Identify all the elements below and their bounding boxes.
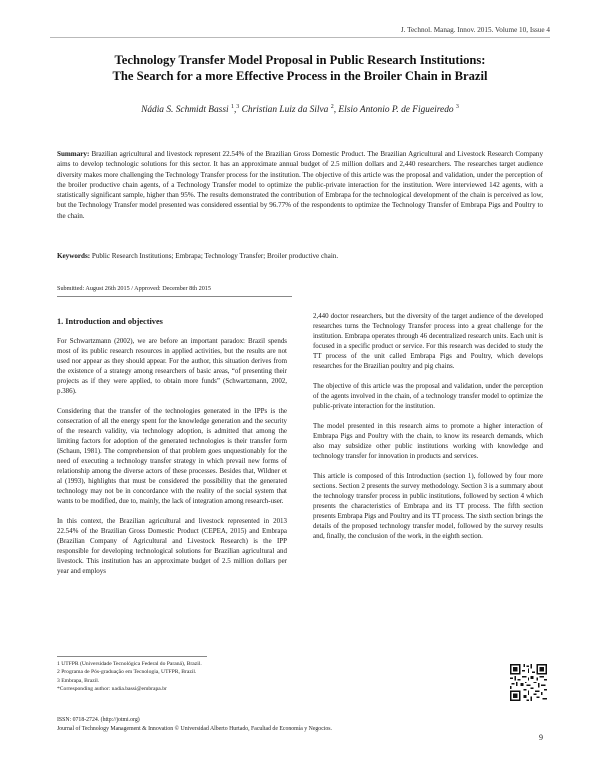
header-divider: [50, 37, 550, 38]
author-1-affiliation-extra: 3: [236, 104, 240, 110]
footnote: *Corresponding author: nadia.bassi@embrapa.br: [57, 686, 167, 693]
author-3: Elsio Antonio P. de Figueiredo: [338, 105, 454, 116]
paragraph: This article is composed of this Introduction (section 1), followed by four more sections. Section 2 presents the survey methodology. Section 3 is a summary about the technology transfer process in public institutions, followed by section 4 which presents the characteristics of Embrapa and its TT process. The fifth section presents Embrapa Pigs and Poultry and its TT process. The sixth section brings the details of the proposed technology transfer model, followed by the survey results and, finally, the conclusion of the work, in the eighth section.: [313, 472, 543, 540]
keywords-text: Public Research Institutions; Embrapa; Technology Transfer; Broiler productive chain.: [91, 252, 339, 260]
footnote: 1 UTFPR (Universidade Tecnológica Federal do Paraná), Brazil.: [57, 661, 202, 667]
section-heading: 1. Introduction and objectives: [57, 317, 163, 326]
footnote-divider: [57, 656, 207, 657]
footnotes: [57, 660, 202, 694]
paragraph: Considering that the transfer of the technologies generated in the IPPs is the consecration of all the energy spent for the knowledge generation and the security of the research validity, via technology adoption, is admitted that among the limiting factors for adoption of the generated technologies is their transfer form (Schaun, 1981). The comprehension of that problem goes unquestionably for the need of executing a technology transfer strategy in which prevail new forms of relationship among the diverse actors of these processes. Besides that, Wildner et al (1993), highlights that must be considered the possibility that the generated technology may not be in concordance with the reality of the social system that wants to be modified, due to, mainly, the lack of integration among research-user.: [57, 407, 287, 505]
footnote: 2 Programa de Pós-graduação em Tecnologia, UTFPR, Brazil.: [57, 669, 197, 676]
submission-dates: Submitted: August 26th 2015 / Approved: December 8th 2015: [57, 285, 211, 292]
left-column: [57, 316, 287, 586]
paragraph: 2,440 doctor researchers, but the diversity of the target audience of the developed researches turns the Technology Transfer process into a great challenge for the institution. Embrapa operates through 46 decentralized research units. Each unit is focused in a specific product or service. For this research was decided to study the TT process of the unit called Embrapa Pigs and Poultry, which develops researches for the Brazilian poultry and pig chains.: [313, 312, 543, 370]
journal-header: J. Technol. Manag. Innov. 2015. Volume 10, Issue 4: [400, 26, 550, 34]
keywords-label: Keywords:: [57, 252, 91, 260]
author-list: Nádia S. Schmidt Bassi $^1$,$^3$ Christian Luiz da Silva $^2$, Elsio Antonio P. de Figueiredo $^3$: [141, 104, 459, 116]
paper-title: [60, 52, 540, 84]
publication-info: [57, 716, 332, 735]
abstract-label: Summary:: [57, 150, 90, 158]
author-1-affiliation: 1: [230, 104, 234, 110]
title-line-2: The Search for a more Effective Process in the Broiler Chain in Brazil: [112, 69, 488, 83]
abstract-text: Brazilian agricultural and livestock represent 22.54% of the Brazilian Gross Domestic Product. The Brazilian Agricultural and Livestock Research Company aims to develop technologic solutions for this sector. It has an approximate annual budget of 2.5 million dollars and 2,440 researchers. The researches target audience diversity makes more challenging the Technology Transfer process for the institution. The objective of this article was the proposal and validation, under the perception of the broiler productive chain agents, of a Technology Transfer model to optimize the public-private interaction for the institution. Were interviewed 142 agents, with a statistically significant sample, higher than 95%. The results demonstrated the contribution of Embrapa for the technological development of the chain is perceived as low, but the Technology Transfer model presented was considered essential by 96.77% of the respondents to optimize the Technology Transfer of Embrapa Pigs and Poultry to the chain.: [57, 150, 543, 220]
author-2-affiliation: 2: [330, 104, 334, 110]
paragraph: In this context, the Brazilian agricultural and livestock represented in 2013 22.54% of the Brazilian Gross Domestic Product (CEPEA, 2015) and Embrapa (Brazilian Company of Agricultural and Livestock Research) is the IPP responsible for developing technological solutions for Brazilian agricultural and livestock. This institution has an approximate budget of 2.5 million dollars per year and employs: [57, 517, 287, 575]
publisher-line: Journal of Technology Management & Innovation © Universidad Alberto Hurtado, Facultad de Economía y Negocios.: [57, 726, 332, 733]
author-1: Nádia S. Schmidt Bassi: [141, 105, 229, 116]
author-3-affiliation: 3: [455, 104, 459, 110]
title-line-1: Technology Transfer Model Proposal in Public Research Institutions:: [114, 53, 486, 67]
qr-code-icon[interactable]: [510, 664, 547, 701]
footnote: 3 Embrapa, Brazil.: [57, 677, 100, 684]
issn-link[interactable]: ISSN: 0718-2724. (http://jotmi.org): [57, 717, 140, 723]
right-column: [313, 311, 543, 551]
page-number: 9: [539, 733, 543, 742]
keywords: [57, 251, 543, 261]
abstract: [57, 149, 543, 221]
author-2: Christian Luiz da Silva: [241, 105, 329, 116]
paragraph: For Schwartzmann (2002), we are before an important paradox: Brazil spends most of its public research resources in applied activities, but the results are not used nor appear as they should appear. For the author, this situation derives from the existence of a strategy among researchers of basic areas, “of presenting their projects as if they were applied, to obtain more funds” (Schwartzmann, 2002, p.386).: [57, 337, 287, 395]
paragraph: The objective of this article was the proposal and validation, under the perception of the agents involved in the chain, of a technology transfer model to optimize the public-private interaction for the institution.: [313, 382, 543, 410]
submission-divider: [57, 296, 292, 297]
paragraph: The model presented in this research aims to promote a higher interaction of Embrapa Pigs and Poultry with the chain, to know its research demands, which also may subsidize other public institutions working with knowledge and technology transfer for innovation in products and services.: [313, 422, 543, 460]
